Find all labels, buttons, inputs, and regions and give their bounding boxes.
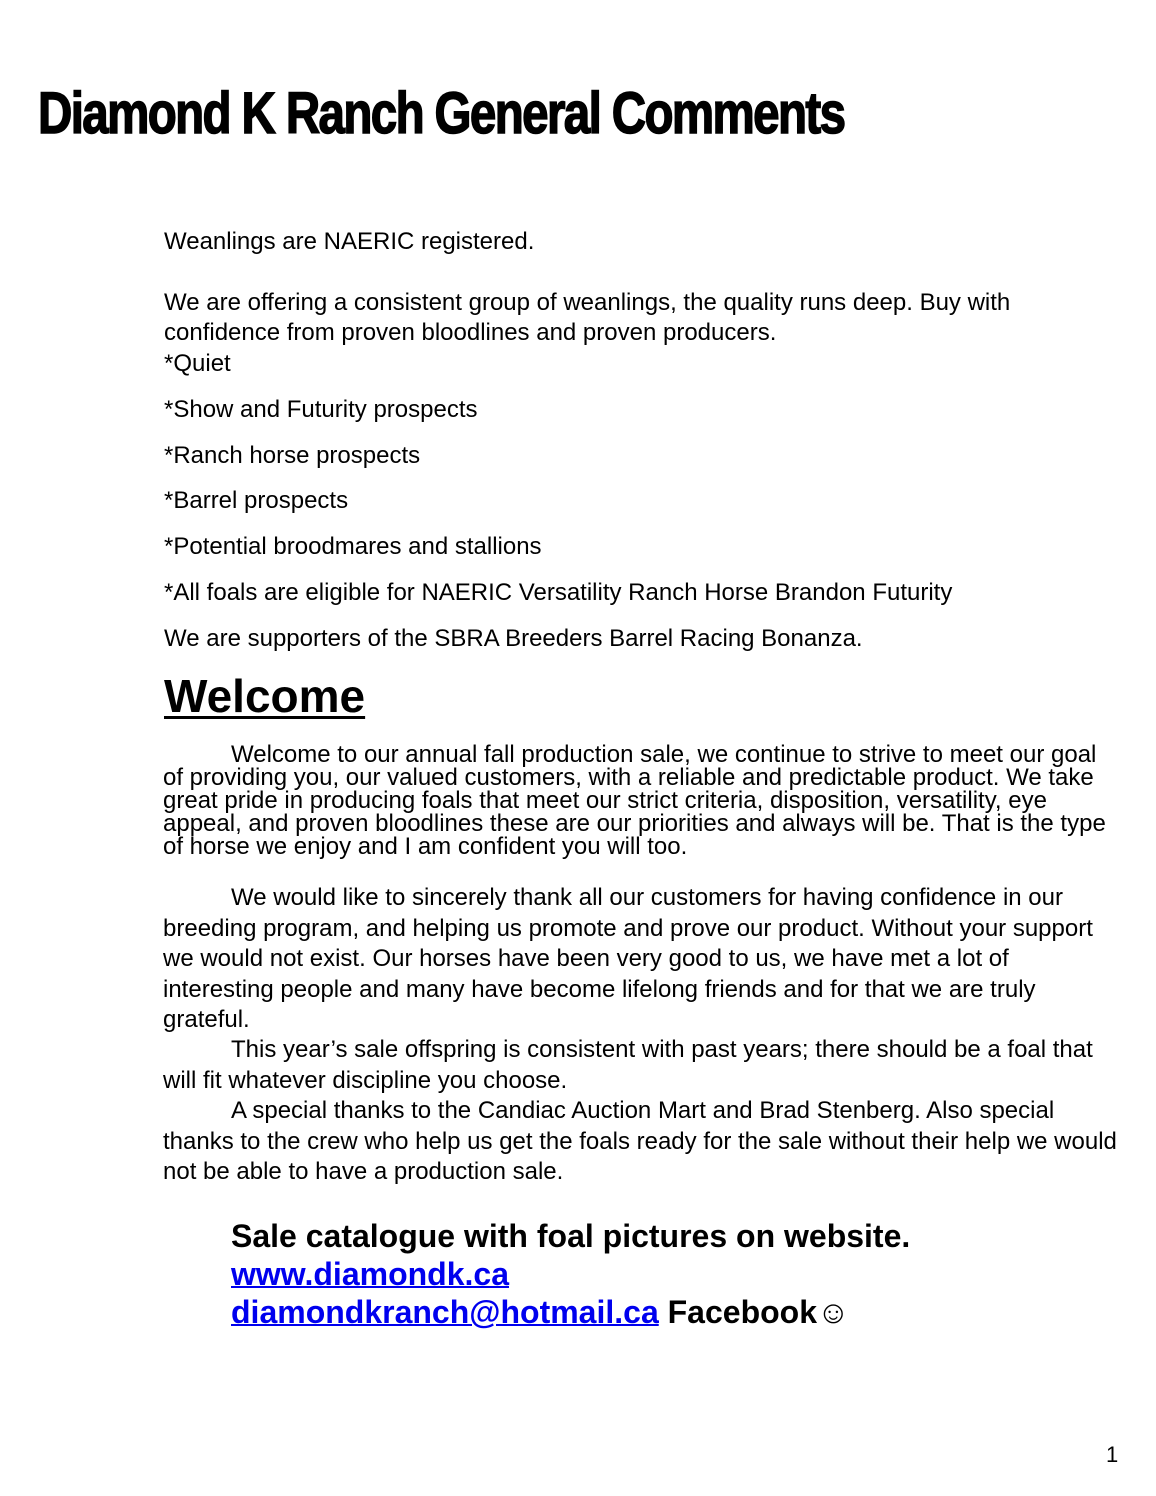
website-line <box>231 1255 1131 1293</box>
prospect-list <box>164 349 1124 670</box>
page-number: 1 <box>1106 1442 1119 1467</box>
registration-note: Weanlings are NAERIC registered. <box>164 228 535 255</box>
website-link[interactable]: www.diamondk.ca <box>231 1256 509 1292</box>
email-link[interactable]: diamondkranch@hotmail.ca <box>231 1294 659 1330</box>
special-thanks-paragraph: A special thanks to the Candiac Auction Mart and Brad Stenberg. Also special thanks to the crew who help us get the foals ready for the sale without their help we would not be able to have a production sale. <box>163 1097 1117 1185</box>
sale-offspring-paragraph: This year’s sale offspring is consistent with past years; there should be a foal that will fit whatever discipline you choose. <box>163 1036 1093 1094</box>
list-item: We are supporters of the SBRA Breeders Barrel Racing Bonanza. <box>164 624 863 652</box>
facebook-label: Facebook☺ <box>667 1294 850 1330</box>
welcome-paragraph: Welcome to our annual fall production sale, we continue to strive to meet our goal of providing you, our valued customers, with a reliable and predictable product. We take great pride in producing foals that meet our strict criteria, disposition, versatility, eye appeal, and proven bloodlines these are our priorities and always will be. That is the type of horse we enjoy and I am confident you will too. <box>163 741 1106 860</box>
list-item: *Potential broodmares and stallions <box>164 533 542 561</box>
thanks-paragraph: We would like to sincerely thank all our customers for having confidence in our breeding program, and helping us promote and prove our product. Without your support we would not exist. Our horses have been very good to us, we have met a lot of interesting people and many have become lifelong friends and for that we are truly grateful. <box>163 884 1093 1033</box>
catalogue-note: Sale catalogue with foal pictures on website. <box>231 1218 911 1254</box>
list-item: *Ranch horse prospects <box>164 441 421 469</box>
contact-block <box>231 1217 1131 1331</box>
welcome-heading: Welcome <box>164 670 366 722</box>
intro-paragraph: We are offering a consistent group of weanlings, the quality runs deep. Buy with confidence from proven bloodlines and proven producers. <box>164 289 1011 346</box>
email-line <box>231 1293 1131 1331</box>
list-item: *Quiet <box>164 350 231 377</box>
list-item: *Barrel prospects <box>164 487 349 515</box>
page-title: Diamond K Ranch General Comments <box>38 81 845 146</box>
list-item: *All foals are eligible for NAERIC Versatility Ranch Horse Brandon Futurity <box>164 578 953 606</box>
list-item: *Show and Futurity prospects <box>164 395 478 423</box>
